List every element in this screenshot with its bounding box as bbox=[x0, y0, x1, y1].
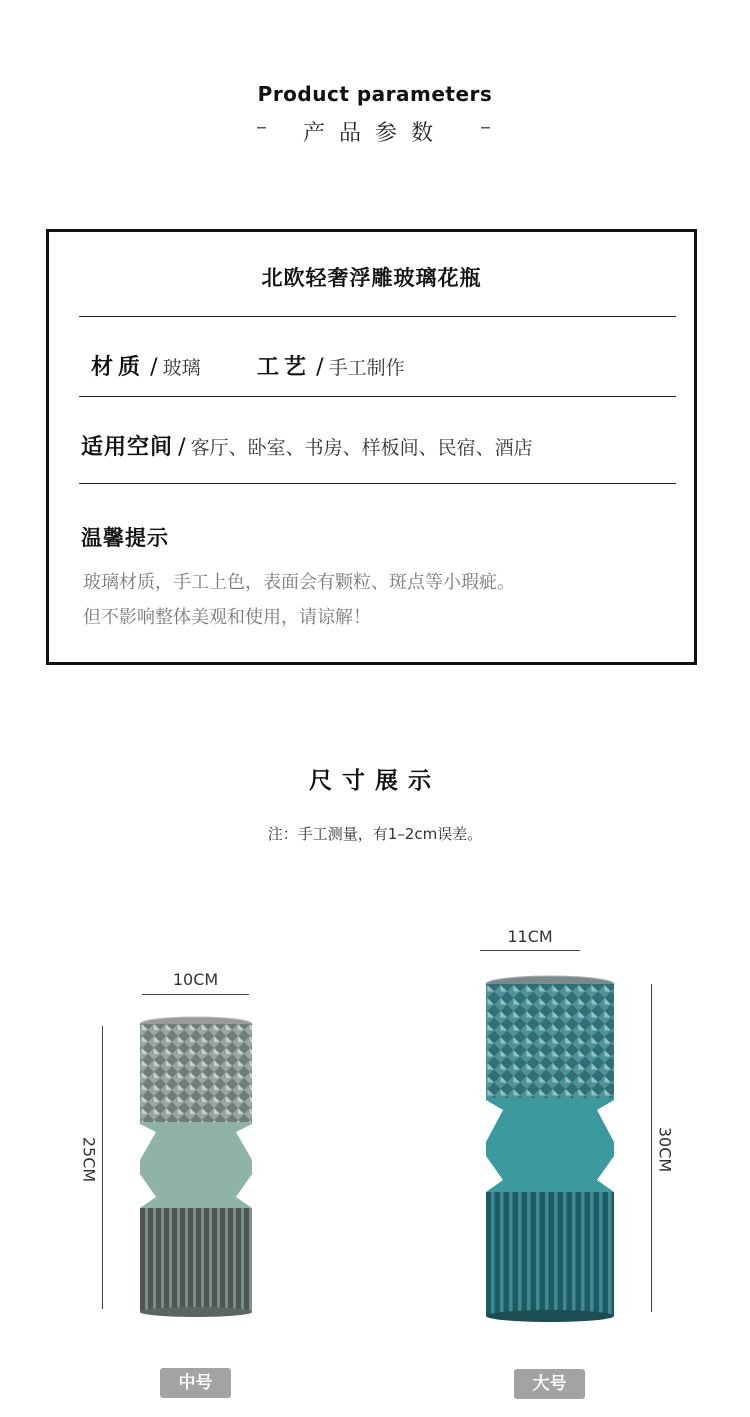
slash: / bbox=[178, 435, 186, 460]
large-height-line bbox=[651, 984, 652, 1312]
space-value: 客厅、卧室、书房、样板间、民宿、酒店 bbox=[190, 437, 533, 459]
large-size-badge: 大号 bbox=[514, 1369, 585, 1399]
slash: / bbox=[150, 355, 158, 380]
divider bbox=[79, 396, 676, 397]
medium-width-line bbox=[142, 994, 249, 995]
product-name: 北欧轻奢浮雕玻璃花瓶 bbox=[261, 266, 482, 290]
size-title: 尺寸展示 bbox=[309, 768, 441, 794]
size-note: 注：手工测量，有1–2cm误差。 bbox=[267, 825, 483, 843]
large-width-label: 11CM bbox=[507, 927, 553, 946]
large-height-label: 30CM bbox=[655, 1126, 675, 1173]
craft-label: 工艺 bbox=[257, 355, 312, 380]
tip-title: 温馨提示 bbox=[81, 526, 169, 550]
space-row bbox=[81, 430, 533, 461]
material-row bbox=[91, 350, 201, 381]
medium-vase-image bbox=[136, 1012, 258, 1318]
divider bbox=[79, 483, 676, 484]
medium-height-label: 25CM bbox=[79, 1136, 99, 1183]
tip-line-2: 但不影响整体美观和使用，请谅解！ bbox=[83, 607, 371, 628]
craft-value: 手工制作 bbox=[328, 357, 405, 379]
medium-height-line bbox=[102, 1026, 103, 1309]
space-label: 适用空间 bbox=[81, 435, 174, 460]
material-value: 玻璃 bbox=[162, 357, 201, 379]
medium-size-badge: 中号 bbox=[160, 1368, 231, 1398]
parameter-box bbox=[46, 229, 697, 665]
title-en: Product parameters bbox=[257, 82, 493, 106]
dash-right: – bbox=[480, 115, 491, 140]
craft-row bbox=[257, 350, 405, 381]
large-width-line bbox=[480, 950, 580, 951]
material-label: 材质 bbox=[91, 355, 146, 380]
dash-left: – bbox=[256, 115, 267, 140]
title-cn: 产品参数 bbox=[302, 121, 447, 146]
tip-line-1: 玻璃材质，手工上色，表面会有颗粒、斑点等小瑕疵。 bbox=[83, 572, 515, 593]
divider bbox=[79, 316, 676, 317]
slash: / bbox=[316, 355, 324, 380]
medium-width-label: 10CM bbox=[172, 970, 219, 989]
large-vase-image bbox=[481, 972, 619, 1326]
